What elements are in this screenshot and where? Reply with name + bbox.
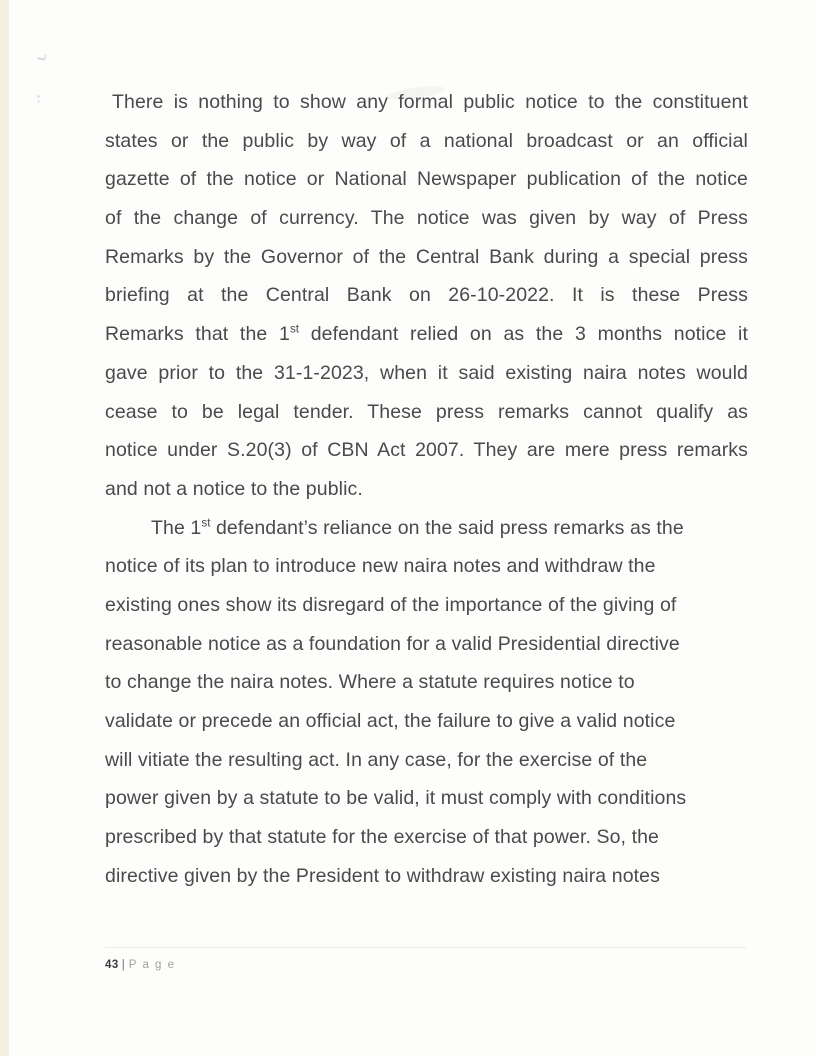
text-line: will vitiate the resulting act. In any case, for the exercise of the <box>105 748 648 771</box>
ordinal-superscript: st <box>201 516 211 530</box>
page-number: 43 <box>105 959 119 971</box>
text-line: to change the naira notes. Where a statute requires notice to <box>105 671 635 694</box>
scan-edge-strip <box>0 0 9 1056</box>
text-line: Remarks by the Governor of the Central Bank during a special press <box>105 245 748 268</box>
text-line: and not a notice to the public. <box>105 477 363 500</box>
text-line: gave prior to the 31-1-2023, when it said existing naira notes would <box>105 361 748 384</box>
text-line: directive given by the President to withdraw existing naira notes <box>105 864 660 887</box>
text-line: prescribed by that statute for the exercise of that power. So, the <box>105 826 659 849</box>
footer-rule <box>105 947 746 948</box>
text-line: power given by a statute to be valid, it must comply with conditions <box>105 787 687 810</box>
text-line: Remarks that the 1st defendant relied on as the 3 months notice it <box>105 322 748 346</box>
page-footer <box>105 956 176 974</box>
text-line: of the change of currency. The notice was given by way of Press <box>105 207 748 230</box>
scan-artifact-mark <box>37 95 40 98</box>
text-line: briefing at the Central Bank on 26-10-2022. It is these Press <box>105 284 748 307</box>
text-line: There is nothing to show any formal public notice to the constituent <box>112 91 748 113</box>
text-line: validate or precede an official act, the failure to give a valid notice <box>105 710 676 732</box>
text-line: notice under S.20(3) of CBN Act 2007. They are mere press remarks <box>105 439 748 462</box>
text-line: gazette of the notice or National Newspaper publication of the notice <box>105 168 748 191</box>
ordinal-superscript: st <box>289 322 300 336</box>
text-line: The 1st defendant’s reliance on the said press remarks as the <box>151 516 684 539</box>
text-line: reasonable notice as a foundation for a valid Presidential directive <box>105 632 680 655</box>
text-line: cease to be legal tender. These press remarks cannot qualify as <box>105 400 748 423</box>
footer-page-label: P a g e <box>128 959 176 971</box>
scan-artifact-mark <box>37 53 46 61</box>
text-line: existing ones show its disregard of the importance of the giving of <box>105 593 677 616</box>
text-line: notice of its plan to introduce new naira notes and withdraw the <box>105 555 656 578</box>
footer-separator: | <box>121 959 125 971</box>
text-line: states or the public by way of a national broadcast or an official <box>105 129 748 152</box>
body-text <box>105 83 748 895</box>
